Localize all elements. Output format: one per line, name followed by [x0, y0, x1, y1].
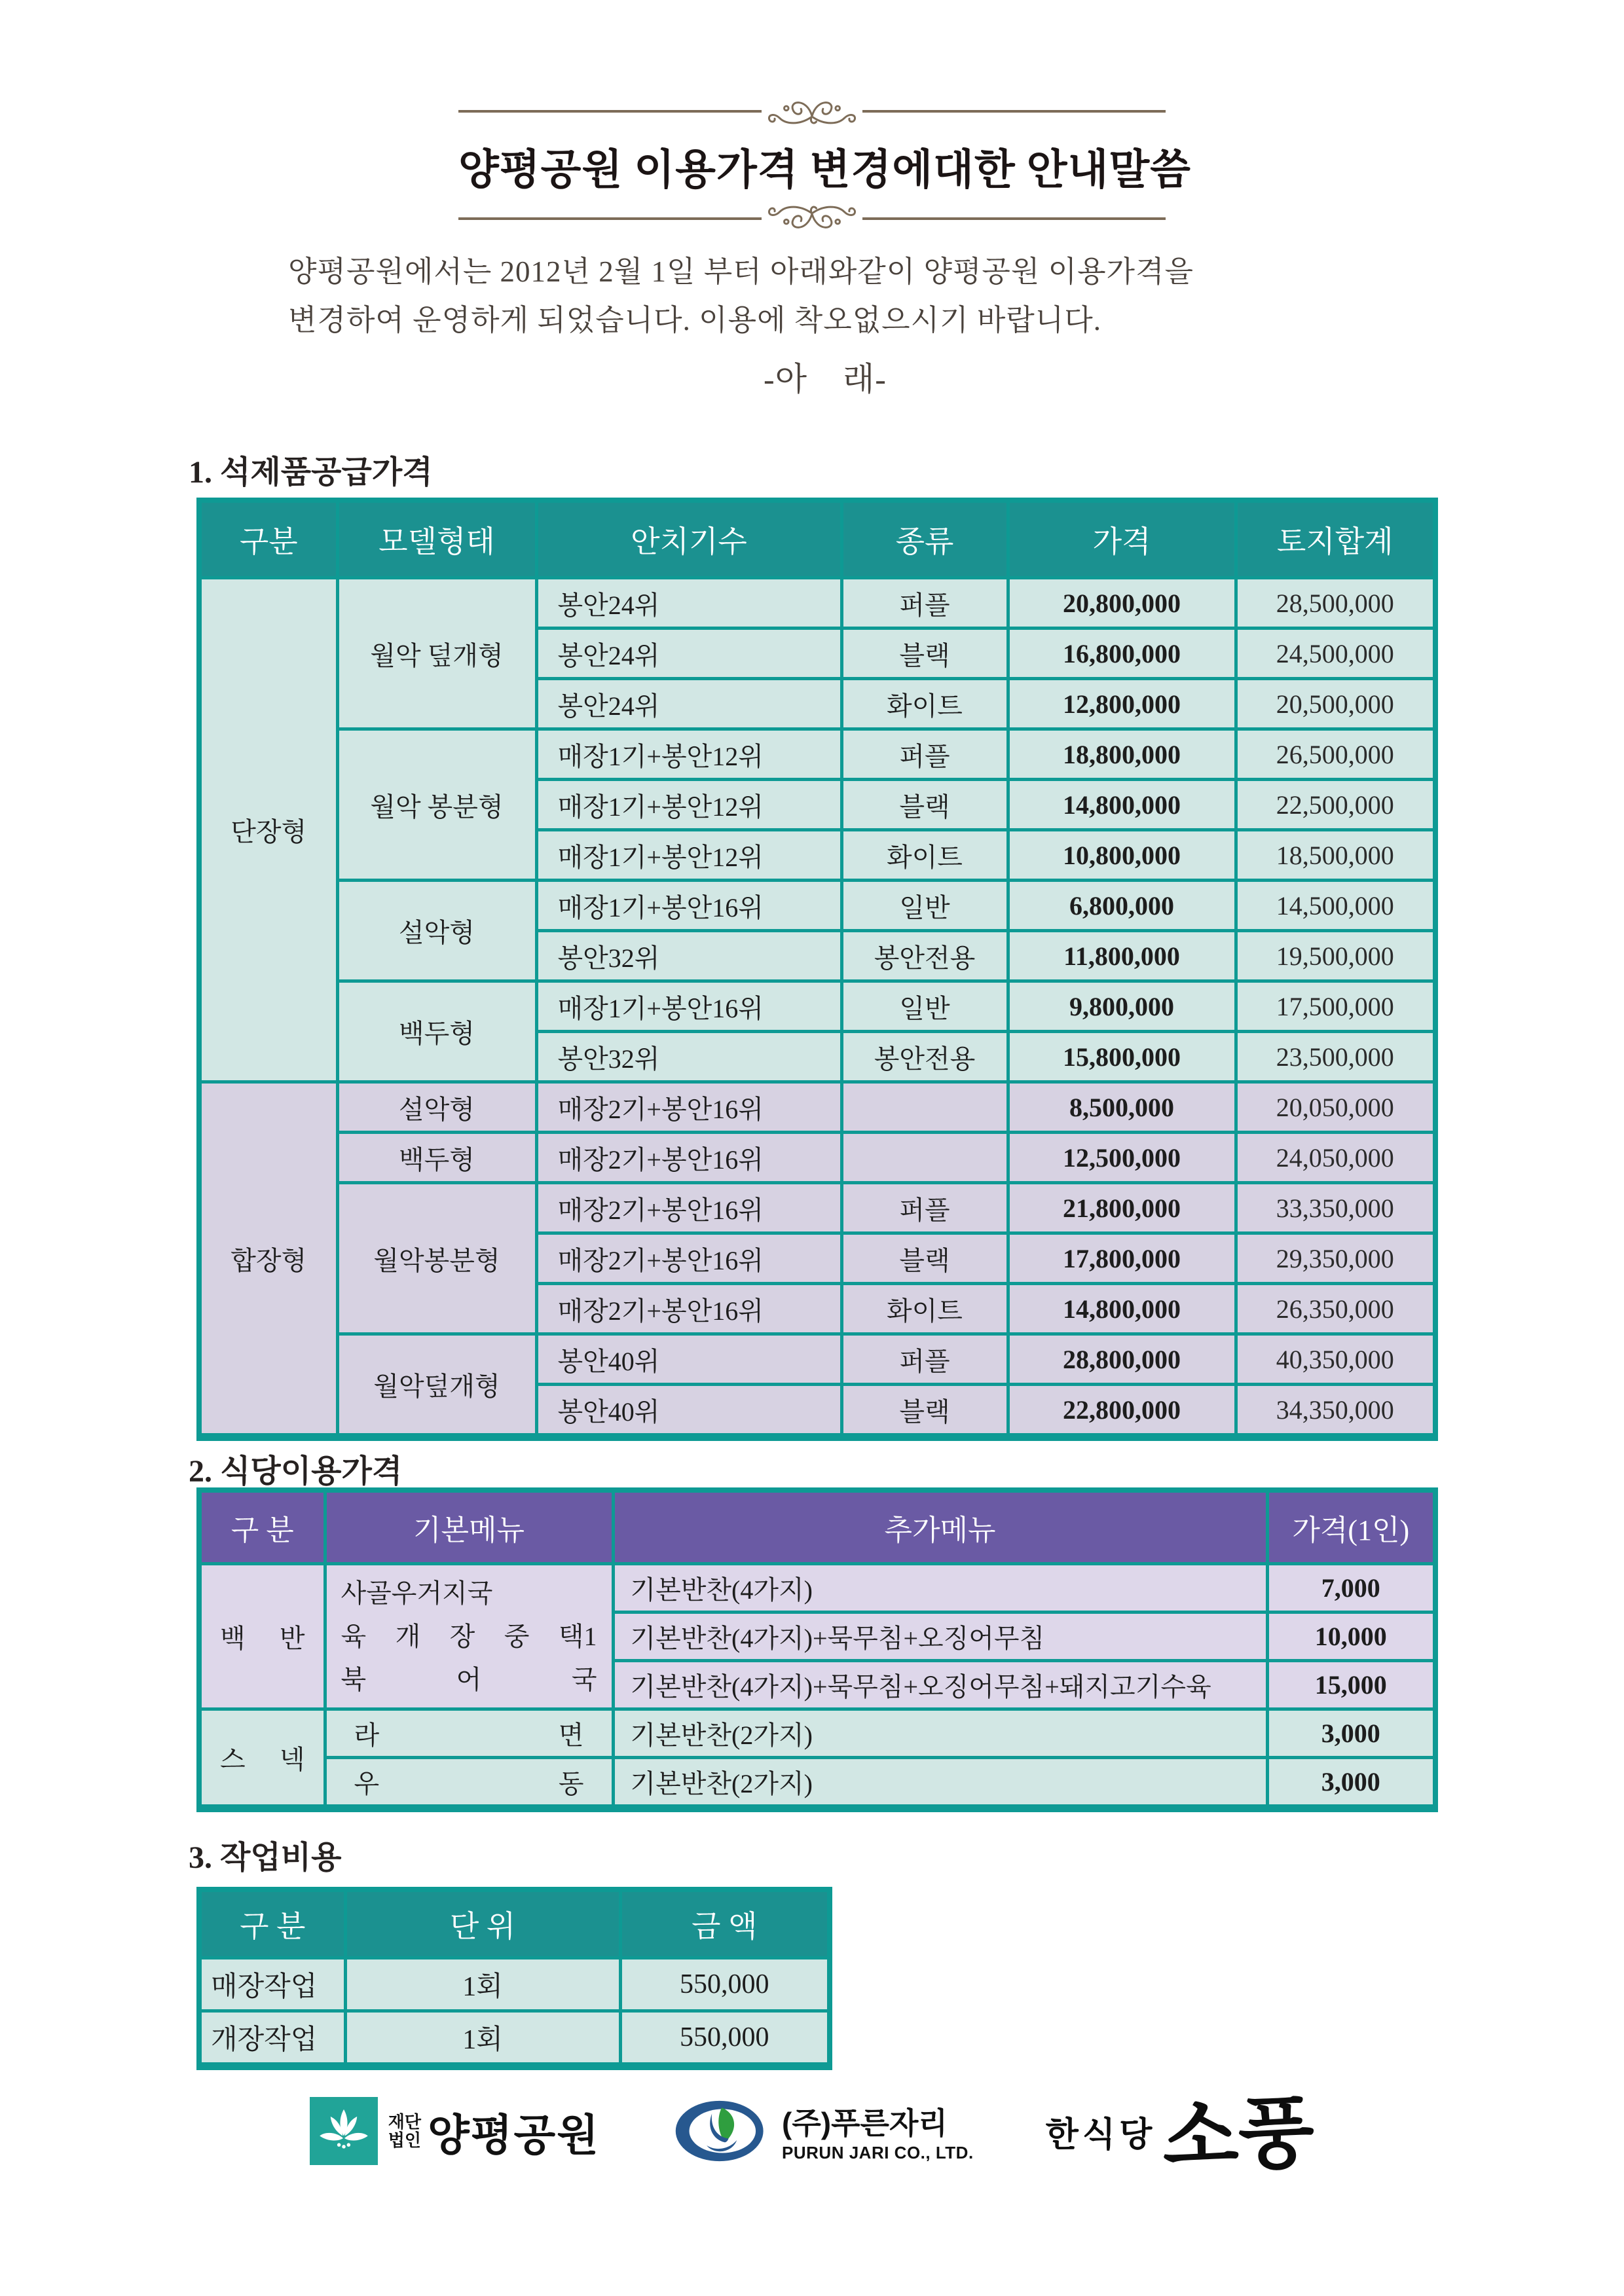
cell-interment-count: 매장1기+봉안16위	[536, 981, 841, 1032]
cell-price: 16,800,000	[1008, 629, 1236, 679]
cell-model-type: 월악 덮개형	[337, 578, 536, 729]
cell-interment-count: 봉안40위	[536, 1334, 841, 1385]
cell-interment-count: 매장2기+봉안16위	[536, 1133, 841, 1183]
cell-extra-menu: 기본반찬(4가지)+묵무침+오징어무침	[613, 1613, 1267, 1661]
cell-land-total: 20,500,000	[1236, 679, 1435, 729]
cell-category: 단장형	[199, 578, 337, 1082]
cell-kind: 퍼플	[841, 578, 1008, 629]
column-header: 가격	[1008, 500, 1236, 578]
cell-land-total: 40,350,000	[1236, 1334, 1435, 1385]
cell-category: 스 넥	[199, 1709, 325, 1809]
column-header: 단 위	[345, 1889, 620, 1958]
cell-price: 3,000	[1267, 1709, 1435, 1758]
column-header: 토지합계	[1236, 500, 1435, 578]
cell-land-total: 26,350,000	[1236, 1284, 1435, 1334]
flourish-ornament-icon	[756, 200, 868, 237]
cell-model-type: 월악 봉분형	[337, 729, 536, 881]
column-header: 구분	[199, 500, 337, 578]
cell-interment-count: 매장2기+봉안16위	[536, 1233, 841, 1284]
cell-unit: 1회	[345, 1958, 620, 2011]
cell-kind: 화이트	[841, 1284, 1008, 1334]
section1-heading: 1. 석제품공급가격	[189, 455, 433, 490]
cell-price: 10,000	[1267, 1613, 1435, 1661]
restaurant-price-row	[199, 1758, 1435, 1809]
below-marker: -아 래-	[764, 361, 887, 397]
basic-menu-line: 사골우거지국	[341, 1578, 493, 1608]
stone-price-row	[199, 881, 1435, 931]
cell-land-total: 24,500,000	[1236, 629, 1435, 679]
cell-work-type: 매장작업	[199, 1958, 345, 2011]
cell-price: 14,800,000	[1008, 1284, 1236, 1334]
cell-price: 6,800,000	[1008, 881, 1236, 931]
section3-heading: 3. 작업비용	[189, 1840, 342, 1875]
restaurant-price-row	[199, 1564, 1435, 1613]
stone-price-row	[199, 729, 1435, 780]
column-header: 구 분	[199, 1889, 345, 1958]
cell-basic-menu: 라 면	[325, 1709, 613, 1758]
cell-amount: 550,000	[620, 1958, 830, 2011]
column-header: 금 액	[620, 1889, 830, 1958]
cell-kind: 블랙	[841, 1233, 1008, 1284]
purunjari-english-name: PURUN JARI CO., LTD.	[782, 2142, 974, 2162]
column-header: 기본메뉴	[325, 1490, 613, 1564]
cell-amount: 550,000	[620, 2011, 830, 2067]
cell-model-type: 월악덮개형	[337, 1334, 536, 1438]
cell-price: 9,800,000	[1008, 981, 1236, 1032]
restaurant-price-row	[199, 1709, 1435, 1758]
stone-price-row	[199, 981, 1435, 1032]
cell-kind: 일반	[841, 981, 1008, 1032]
flourish-line	[458, 110, 762, 113]
cell-work-type: 개장작업	[199, 2011, 345, 2067]
cell-price: 3,000	[1267, 1758, 1435, 1809]
stone-price-row	[199, 578, 1435, 629]
cell-kind	[841, 1133, 1008, 1183]
section2-heading: 2. 식당이용가격	[189, 1454, 403, 1489]
cell-kind	[841, 1082, 1008, 1133]
cell-kind: 블랙	[841, 629, 1008, 679]
cell-land-total: 33,350,000	[1236, 1183, 1435, 1233]
cell-price: 8,500,000	[1008, 1082, 1236, 1133]
cell-price: 11,800,000	[1008, 931, 1236, 981]
cell-interment-count: 봉안32위	[536, 931, 841, 981]
lotus-icon	[310, 2097, 378, 2165]
work-cost-row	[199, 1958, 830, 2011]
column-header: 모델형태	[337, 500, 536, 578]
column-header: 안치기수	[536, 500, 841, 578]
restaurant-price-header-row	[199, 1490, 1435, 1564]
cell-price: 7,000	[1267, 1564, 1435, 1613]
cell-kind: 봉안전용	[841, 931, 1008, 981]
flourish-top	[458, 93, 1166, 130]
restaurant-label: 한식당	[1045, 2116, 1156, 2154]
basic-menu-line: 북 어 국	[341, 1664, 597, 1694]
cell-land-total: 23,500,000	[1236, 1032, 1435, 1082]
cell-kind: 퍼플	[841, 1183, 1008, 1233]
cell-land-total: 14,500,000	[1236, 881, 1435, 931]
stone-price-row	[199, 1082, 1435, 1133]
cell-land-total: 34,350,000	[1236, 1385, 1435, 1438]
purunjari-text	[782, 2100, 974, 2163]
work-cost-table	[196, 1887, 832, 2070]
cell-price: 15,000	[1267, 1661, 1435, 1709]
cell-model-type: 백두형	[337, 1133, 536, 1183]
title-block	[458, 93, 1192, 237]
column-header: 종류	[841, 500, 1008, 578]
sopoong-logo	[1045, 2087, 1316, 2182]
restaurant-price-table	[196, 1487, 1438, 1812]
flourish-line	[862, 110, 1166, 113]
cell-model-type: 월악봉분형	[337, 1183, 536, 1334]
cell-model-type: 설악형	[337, 881, 536, 981]
cell-category: 합장형	[199, 1082, 337, 1438]
purunjari-logo	[672, 2098, 974, 2164]
column-header: 추가메뉴	[613, 1490, 1267, 1564]
page-title: 양평공원 이용가격 변경에대한 안내말씀	[458, 147, 1192, 193]
flourish-bottom	[458, 200, 1166, 237]
cell-land-total: 19,500,000	[1236, 931, 1435, 981]
intro-paragraph	[288, 247, 1362, 403]
cell-land-total: 24,050,000	[1236, 1133, 1435, 1183]
cell-kind: 화이트	[841, 679, 1008, 729]
cell-model-type: 설악형	[337, 1082, 536, 1133]
cell-basic-menu	[325, 1564, 613, 1709]
cell-kind: 화이트	[841, 830, 1008, 881]
cell-category: 백 반	[199, 1564, 325, 1709]
column-header: 가격(1인)	[1267, 1490, 1435, 1564]
cell-interment-count: 매장1기+봉안12위	[536, 830, 841, 881]
cell-kind: 봉안전용	[841, 1032, 1008, 1082]
cell-extra-menu: 기본반찬(4가지)+묵무침+오징어무침+돼지고기수육	[613, 1661, 1267, 1709]
cell-interment-count: 봉안24위	[536, 679, 841, 729]
cell-land-total: 17,500,000	[1236, 981, 1435, 1032]
cell-extra-menu: 기본반찬(2가지)	[613, 1758, 1267, 1809]
cell-price: 21,800,000	[1008, 1183, 1236, 1233]
yangpyeong-park-logo	[310, 2097, 600, 2165]
cell-extra-menu: 기본반찬(2가지)	[613, 1709, 1267, 1758]
foundation-line: 법인	[388, 2130, 421, 2150]
cell-extra-menu: 기본반찬(4가지)	[613, 1564, 1267, 1613]
intro-line-2: 변경하여 운영하게 되었습니다. 이용에 착오없으시기 바랍니다.	[288, 304, 1101, 337]
cell-basic-menu: 우 동	[325, 1758, 613, 1809]
sopoong-calligraphy: 소풍	[1161, 2088, 1316, 2182]
cell-kind: 퍼플	[841, 729, 1008, 780]
cell-interment-count: 매장1기+봉안12위	[536, 729, 841, 780]
intro-line-1: 양평공원에서는 2012년 2월 1일 부터 아래와같이 양평공원 이용가격을	[288, 255, 1194, 288]
cell-land-total: 22,500,000	[1236, 780, 1435, 830]
cell-interment-count: 매장1기+봉안12위	[536, 780, 841, 830]
cell-land-total: 29,350,000	[1236, 1233, 1435, 1284]
cell-price: 15,800,000	[1008, 1032, 1236, 1082]
cell-land-total: 20,050,000	[1236, 1082, 1435, 1133]
cell-interment-count: 매장2기+봉안16위	[536, 1183, 841, 1233]
basic-menu-line: 육 개 장 중 택1	[341, 1621, 597, 1651]
cell-interment-count: 매장1기+봉안16위	[536, 881, 841, 931]
cell-land-total: 26,500,000	[1236, 729, 1435, 780]
foundation-line: 재단	[388, 2112, 421, 2132]
stone-price-header-row	[199, 500, 1435, 578]
cell-price: 20,800,000	[1008, 578, 1236, 629]
cell-unit: 1회	[345, 2011, 620, 2067]
cell-kind: 블랙	[841, 780, 1008, 830]
stone-price-row	[199, 1183, 1435, 1233]
footer-logos	[0, 2069, 1624, 2193]
cell-land-total: 28,500,000	[1236, 578, 1435, 629]
stone-price-row	[199, 1133, 1435, 1183]
cell-interment-count: 봉안24위	[536, 629, 841, 679]
flourish-line	[862, 217, 1166, 220]
foundation-label	[388, 2113, 421, 2149]
park-logo-text: 양평공원	[428, 2110, 600, 2159]
cell-interment-count: 봉안40위	[536, 1385, 841, 1438]
cell-kind: 일반	[841, 881, 1008, 931]
cell-price: 17,800,000	[1008, 1233, 1236, 1284]
cell-interment-count: 매장2기+봉안16위	[536, 1082, 841, 1133]
cell-model-type: 백두형	[337, 981, 536, 1082]
cell-interment-count: 매장2기+봉안16위	[536, 1284, 841, 1334]
purunjari-leaf-icon	[672, 2098, 770, 2164]
cell-interment-count: 봉안32위	[536, 1032, 841, 1082]
cell-price: 12,800,000	[1008, 679, 1236, 729]
cell-price: 22,800,000	[1008, 1385, 1236, 1438]
cell-land-total: 18,500,000	[1236, 830, 1435, 881]
cell-kind: 블랙	[841, 1385, 1008, 1438]
stone-price-table	[196, 498, 1438, 1441]
cell-price: 18,800,000	[1008, 729, 1236, 780]
cell-price: 28,800,000	[1008, 1334, 1236, 1385]
cell-interment-count: 봉안24위	[536, 578, 841, 629]
purunjari-korean-name: (주)푸른자리	[782, 2105, 948, 2140]
cell-price: 12,500,000	[1008, 1133, 1236, 1183]
flourish-line	[458, 217, 762, 220]
flourish-ornament-icon	[756, 93, 868, 130]
column-header: 구 분	[199, 1490, 325, 1564]
cell-kind: 퍼플	[841, 1334, 1008, 1385]
cell-price: 14,800,000	[1008, 780, 1236, 830]
work-cost-row	[199, 2011, 830, 2067]
cell-price: 10,800,000	[1008, 830, 1236, 881]
work-cost-header-row	[199, 1889, 830, 1958]
stone-price-row	[199, 1334, 1435, 1385]
